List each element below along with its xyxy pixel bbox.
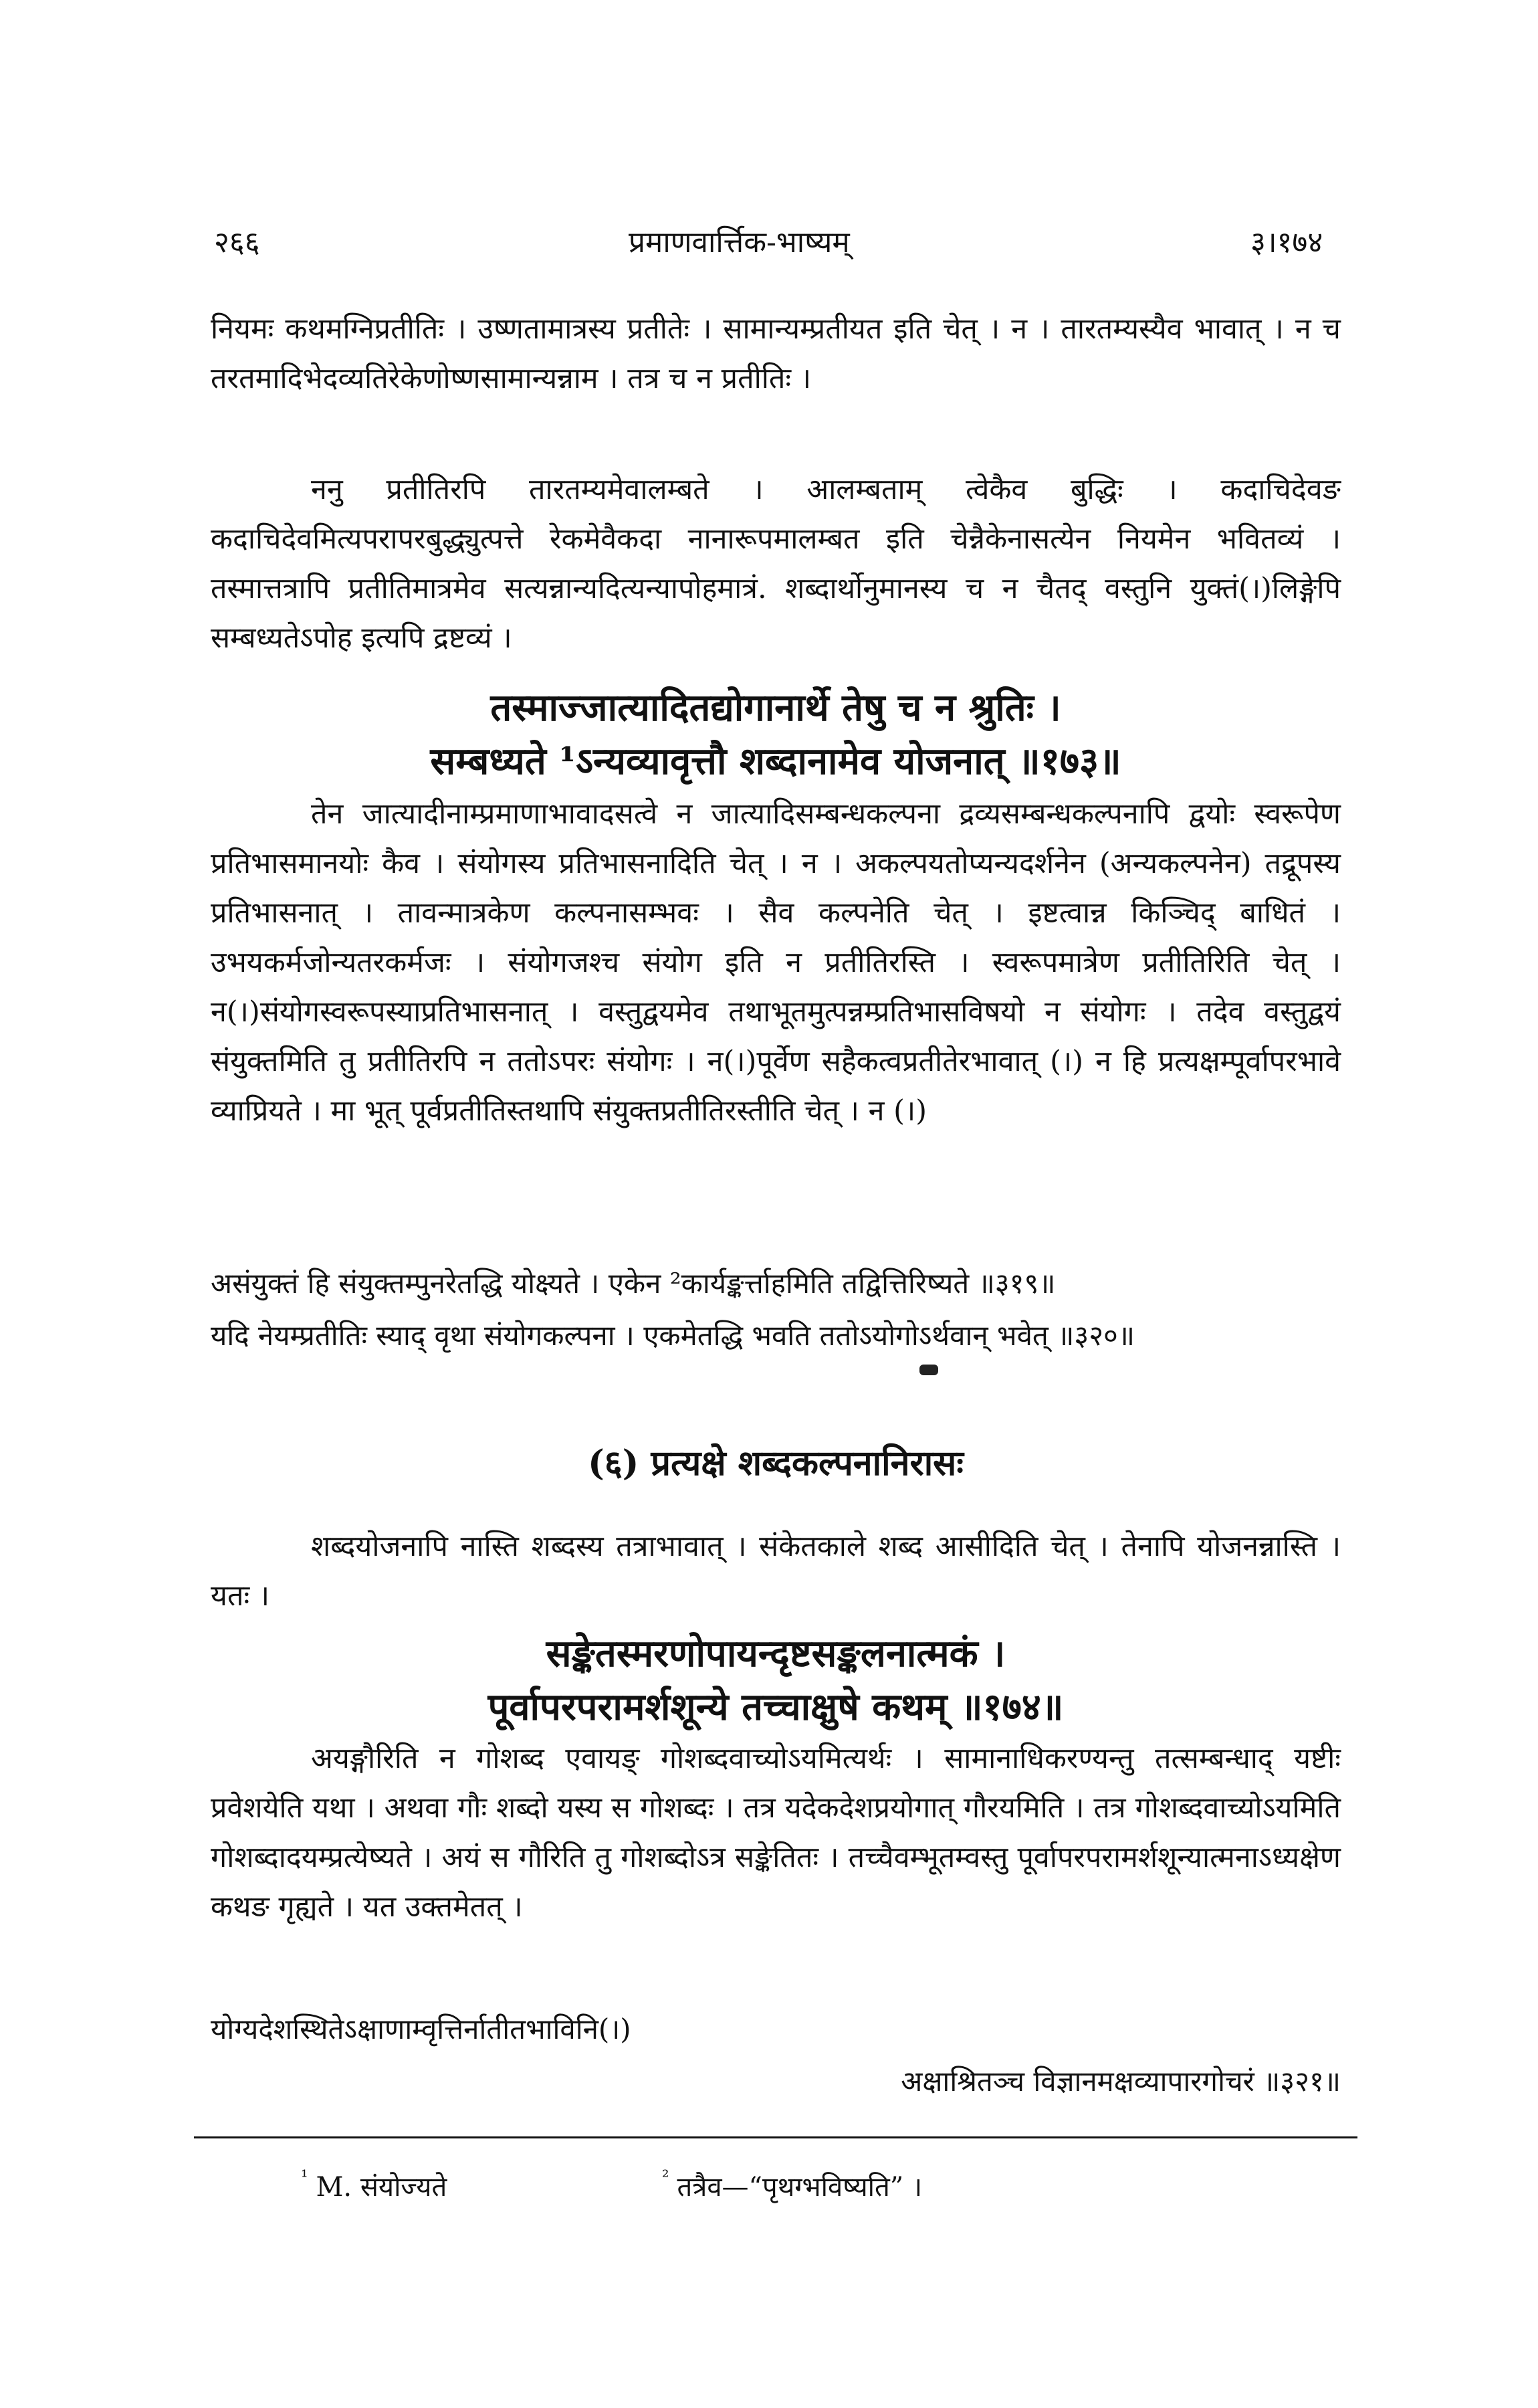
karika-320: यदि नेयम्प्रतीतिः स्याद् वृथा संयोगकल्पना । एकमेतद्धि भवति ततोऽयोगोऽर्थवान् भवेत् ॥३२०॥	[211, 1319, 1135, 1352]
verse-173-line-2: सम्बध्यते ¹ऽन्यव्यावृत्तौ शब्दानामेव योजनात् ॥१७३॥	[430, 739, 1121, 783]
footnote-1-marker: ¹	[301, 2167, 308, 2187]
running-title: प्रमाणवार्त्तिक-भाष्यम्	[629, 225, 850, 260]
commentary-paragraph-2: ननु प्रतीतिरपि तारतम्यमेवालम्बते । आलम्बताम् त्वेकैव बुद्धिः । कदाचिदेवङ कदाचिदेवमित्यपरापरबुद्ध्युत्पत्ते रेकमेवैकदा नानारूपमालम्बत इति चेन्नैकेनासत्येन नियमेन भवितव्यं । तस्मात्तत्रापि प्रतीतिमात्रमेव सत्यन्नान्यदित्यन्यापोहमात्रं. शब्दार्थोनुमानस्य च न चैतद् वस्तुनि युक्तं(।)लिङ्गेपि सम्बध्यतेऽपोह इत्यपि द्रष्टव्यं ।	[211, 473, 1341, 655]
footnote-rule	[194, 2136, 1357, 2138]
section-heading: (६) प्रत्यक्षे शब्दकल्पनानिरासः	[588, 1443, 964, 1484]
verse-173-line-1: तस्माज्जात्यादितद्योगानार्थे तेषु च न श्रुतिः ।	[490, 686, 1061, 730]
karika-321-line-1: योग्यदेशस्थितेऽक्षाणाम्वृत्तिर्नातीतभाविनि(।)	[211, 2013, 631, 2045]
commentary-paragraph-1: नियमः कथमग्निप्रतीतिः । उष्णतामात्रस्य प्रतीतेः । सामान्यम्प्रतीयत इति चेत् । न । तारतम्यस्यैव भावात् । न च तरतमादिभेदव्यतिरेकेणोष्णसामान्यन्नाम । तत्र च न प्रतीतिः ।	[211, 312, 1341, 395]
commentary-paragraph-3: तेन जात्यादीनाम्प्रमाणाभावादसत्वे न जात्यादिसम्बन्धकल्पना द्रव्यसम्बन्धकल्पनापि द्वयोः स्वरूपेण प्रतिभासमानयोः कैव । संयोगस्य प्रतिभासनादिति चेत् । न । अकल्पयतोप्यन्यदर्शनेन (अन्यकल्पनेन) तद्रूपस्य प्रतिभासनात् । तावन्मात्रकेण कल्पनासम्भवः । सैव कल्पनेति चेत् । इष्टत्वान्न किञ्चिद् बाधितं । उभयकर्मजोन्यतरकर्मजः । संयोगजश्च संयोग इति न प्रतीतिरस्ति । स्वरूपमात्रेण प्रतीतिरिति चेत् । न(।)संयोगस्वरूपस्याप्रतिभासनात् । वस्तुद्वयमेव तथाभूतमुत्पन्नम्प्रतिभासविषयो न संयोगः । तदेव वस्तुद्वयं संयुक्तमिति तु प्रतीतिरपि न ततोऽपरः संयोगः । न(।)पूर्वेण सहैकत्वप्रतीतेरभावात् (।) न हि प्रत्यक्षम्पूर्वापरभावे व्याप्रियते । मा भूत् पूर्वप्रतीतिस्तथापि संयुक्तप्रतीतिरस्तीति चेत् । न (।)	[211, 797, 1341, 1128]
verse-174-line-1: सङ्केतस्मरणोपायन्दृष्टसङ्कलनात्मकं ।	[546, 1631, 1006, 1676]
karika-321-line-2: अक्षाश्रितञ्च विज्ञानमक्षव्यापारगोचरं ॥३२१॥	[901, 2065, 1341, 2098]
verse-174	[211, 1627, 1341, 1734]
ink-blot-mark	[919, 1365, 938, 1375]
karika-319: असंयुक्तं हि संयुक्तम्पुनरेतद्धि योक्ष्यते । एकेन ²कार्यङ्कर्त्ताहमिति तद्वित्तिरिष्यते ॥३१९॥	[211, 1267, 1056, 1300]
footnote-2	[662, 2167, 922, 2204]
footnote-2-marker: ²	[662, 2167, 669, 2187]
footnote-2-text: तत्रैव—“पृथग्भविष्यति” ।	[677, 2172, 923, 2203]
verse-reference: ३।१७४	[1250, 225, 1323, 260]
verse-174-line-2: पूर्वापरपरामर्शशून्ये तच्चाक्षुषे कथम् ॥१७४॥	[487, 1685, 1064, 1729]
verse-173	[211, 681, 1341, 788]
page-number: २६६	[214, 225, 260, 260]
footnote-1	[301, 2167, 447, 2204]
footnote-1-text: M. संयोज्यते	[316, 2172, 447, 2203]
karika-321	[211, 2003, 1341, 2108]
commentary-paragraph-5: अयङ्गौरिति न गोशब्द एवायङ् गोशब्दवाच्योऽयमित्यर्थः । सामानाधिकरण्यन्तु तत्सम्बन्धाद् यष्टीः प्रवेशयेति यथा । अथवा गौः शब्दो यस्य स गोशब्दः । तत्र यदेकदेशप्रयोगात् गौरयमिति । तत्र गोशब्दवाच्योऽयमिति गोशब्दादयम्प्रत्येष्यते । अयं स गौरिति तु गोशब्दोऽत्र सङ्केतितः । तच्चैवम्भूतम्वस्तु पूर्वापरपरामर्शशून्यात्मनाऽध्यक्षेण कथङ गृह्यते । यत उक्तमेतत् ।	[211, 1742, 1341, 1924]
commentary-paragraph-4: शब्दयोजनापि नास्ति शब्दस्य तत्राभावात् । संकेतकाले शब्द आसीदिति चेत् । तेनापि योजनन्नास्ति । यतः ।	[211, 1530, 1341, 1613]
karika-319-320	[211, 1258, 1341, 1362]
